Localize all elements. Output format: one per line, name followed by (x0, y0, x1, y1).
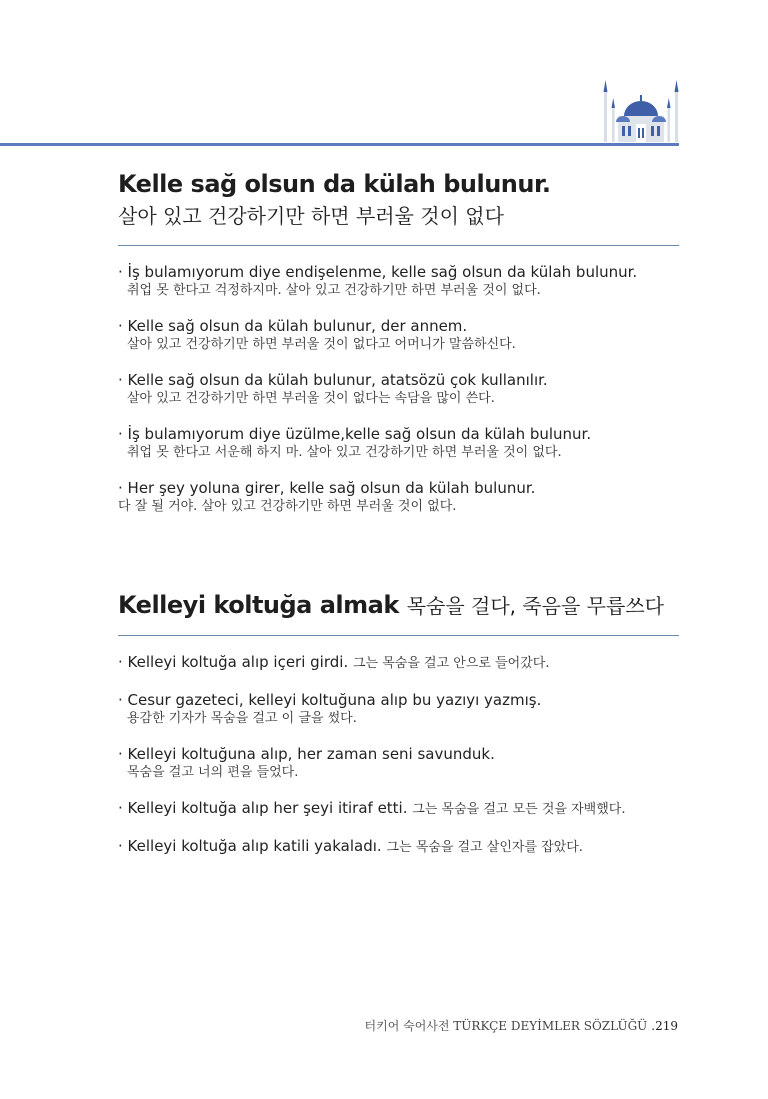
example-korean: 그는 목숨을 걸고 모든 것을 자백했다. (412, 802, 626, 817)
example-korean: 다 잘 될 거야. 살아 있고 건강하기만 하면 부러울 것이 없다. (118, 499, 457, 514)
example-item (118, 316, 679, 354)
example-turkish: · Kelle sağ olsun da külah bulunur, der annem. (118, 317, 468, 335)
example-item (118, 798, 679, 820)
example-item (118, 370, 679, 408)
example-turkish: · Kelle sağ olsun da külah bulunur, atatsözü çok kullanılır. (118, 371, 548, 389)
entry-title (118, 590, 679, 619)
example-korean: 살아 있고 건강하기만 하면 부러울 것이 없다고 어머니가 말씀하신다. (127, 337, 516, 352)
example-item (118, 652, 679, 674)
example-turkish: · Kelleyi koltuğuna alıp, her zaman seni savunduk. (118, 745, 495, 763)
book-title: 터키어 숙어사전 TÜRKÇE DEYİMLER SÖZLÜĞÜ (364, 1019, 648, 1033)
example-item (118, 262, 679, 300)
example-korean: 용감한 기자가 목숨을 걸고 이 글을 썼다. (127, 711, 357, 726)
entry-title-korean: 살아 있고 건강하기만 하면 부러울 것이 없다 (118, 204, 504, 228)
example-item (118, 690, 679, 728)
idiom-entry-2 (118, 590, 679, 858)
idiom-entry-1 (118, 170, 679, 516)
entry-title-korean: 목숨을 걸다, 죽음을 무릅쓰다 (406, 594, 664, 618)
header-rule (0, 143, 679, 146)
example-turkish: · İş bulamıyorum diye üzülme,kelle sağ olsun da külah bulunur. (118, 425, 592, 443)
example-korean: 목숨을 걸고 너의 편을 들었다. (127, 765, 299, 780)
example-item (118, 836, 679, 858)
page-number: .219 (651, 1019, 678, 1033)
example-turkish: · Kelleyi koltuğa alıp katili yakaladı. (118, 837, 382, 855)
example-item (118, 424, 679, 462)
page-footer (365, 1017, 678, 1034)
example-turkish: · Kelleyi koltuğa alıp her şeyi itiraf etti. (118, 799, 408, 817)
example-korean: 그는 목숨을 걸고 살인자를 잡았다. (386, 840, 583, 855)
entry-divider (118, 245, 679, 246)
entry-divider (118, 635, 679, 636)
example-korean: 살아 있고 건강하기만 하면 부러울 것이 없다는 속담을 많이 쓴다. (127, 391, 495, 406)
example-korean: 취업 못 한다고 서운해 하지 마. 살아 있고 건강하기만 하면 부러울 것이 없다. (127, 445, 562, 460)
entry-title-turkish: Kelleyi koltuğa almak (118, 591, 399, 619)
example-turkish: · İş bulamıyorum diye endişelenme, kelle sağ olsun da külah bulunur. (118, 263, 638, 281)
example-item (118, 478, 679, 516)
example-korean: 취업 못 한다고 걱정하지마. 살아 있고 건강하기만 하면 부러울 것이 없다. (127, 283, 541, 298)
example-turkish: · Kelleyi koltuğa alıp içeri girdi. (118, 653, 349, 671)
mosque-icon (600, 78, 682, 144)
example-korean: 그는 목숨을 걸고 안으로 들어갔다. (353, 656, 550, 671)
example-item (118, 744, 679, 782)
entry-title-turkish: Kelle sağ olsun da külah bulunur. (118, 170, 551, 198)
example-turkish: · Cesur gazeteci, kelleyi koltuğuna alıp bu yazıyı yazmış. (118, 691, 542, 709)
example-turkish: · Her şey yoluna girer, kelle sağ olsun da külah bulunur. (118, 479, 536, 497)
